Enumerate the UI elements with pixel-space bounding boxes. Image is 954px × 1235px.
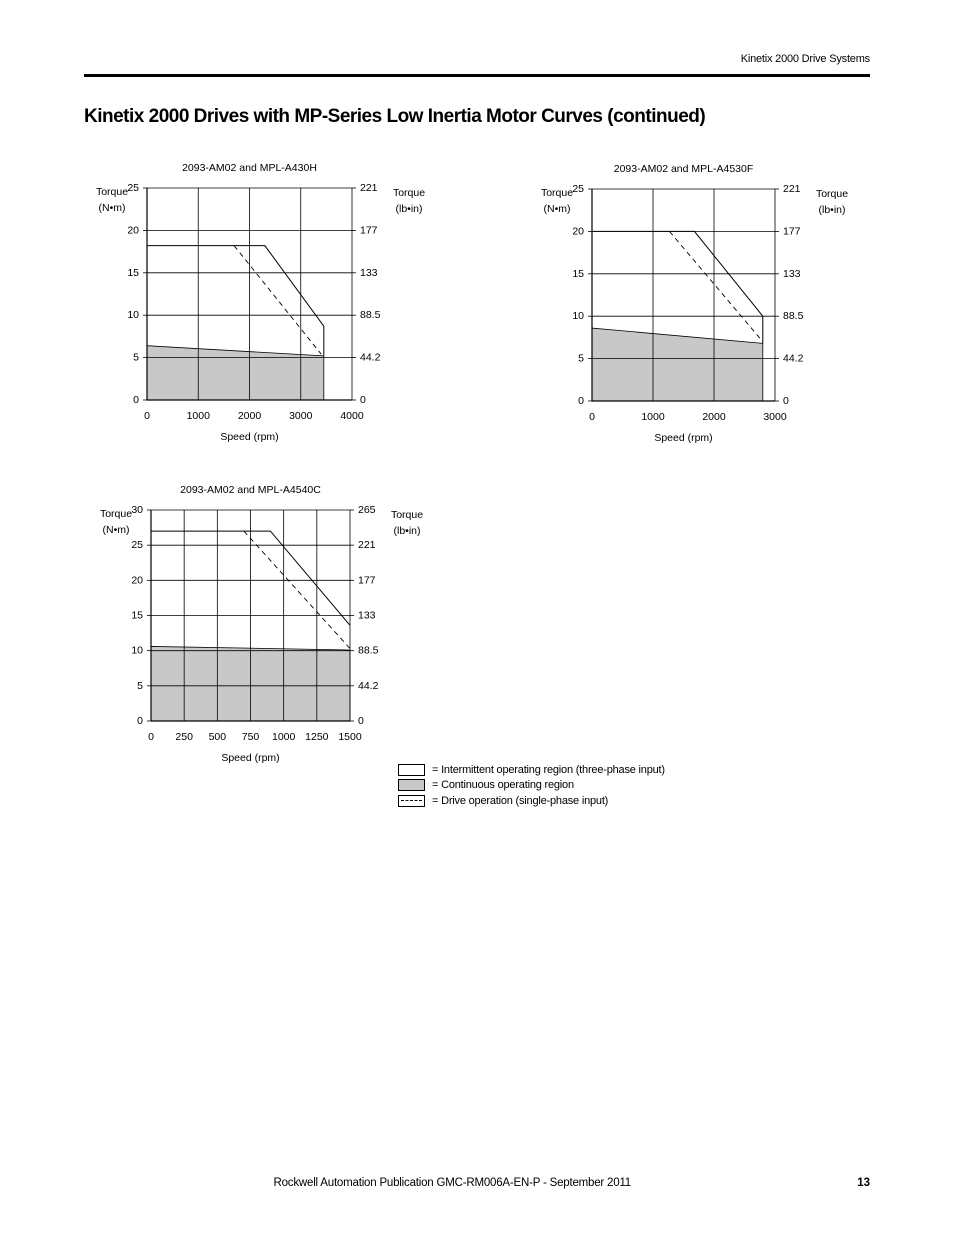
legend-item-single-phase (398, 793, 665, 809)
y-tick-label: 10 (127, 309, 139, 322)
y-tick-label: 25 (131, 539, 143, 552)
x-tick-label: 1000 (641, 411, 665, 423)
y2-tick-label: 44.2 (360, 351, 381, 364)
single-phase-line (669, 231, 762, 341)
y2-tick-label: 133 (358, 609, 376, 622)
y-tick-label: 5 (133, 351, 139, 364)
y-tick-label: 10 (572, 310, 584, 323)
intermittent-region-line (147, 246, 324, 356)
y2-tick-label: 88.5 (358, 644, 379, 657)
x-tick-label: 500 (208, 731, 227, 743)
y-tick-label: 25 (127, 182, 139, 194)
y2-tick-label: 44.2 (358, 679, 379, 692)
y-tick-label: 25 (572, 183, 584, 195)
x-tick-label: 3000 (289, 410, 313, 422)
y-tick-label: 0 (137, 715, 143, 727)
y2-tick-label: 88.5 (783, 310, 804, 323)
y-tick-label: 15 (127, 266, 139, 279)
x-tick-label: 1250 (305, 731, 329, 743)
x-axis-label: Speed (rpm) (221, 752, 280, 764)
y-tick-label: 20 (572, 225, 584, 238)
y-tick-label: 20 (131, 574, 143, 587)
y2-tick-label: 221 (783, 183, 801, 195)
running-head: Kinetix 2000 Drive Systems (740, 53, 870, 65)
y2-tick-label: 177 (358, 574, 376, 587)
y2-tick-label: 265 (358, 504, 376, 516)
x-tick-label: 2000 (702, 411, 726, 423)
x-tick-label: 1500 (338, 731, 362, 743)
y2-tick-label: 88.5 (360, 309, 381, 322)
chart-mpl-a430h (80, 158, 440, 448)
y2-tick-label: 133 (783, 267, 801, 280)
footer-publication: Rockwell Automation Publication GMC-RM006A-EN-P - September 2011 (273, 1177, 631, 1189)
page-title: Kinetix 2000 Drives with MP-Series Low Inertia Motor Curves (continued) (84, 106, 706, 127)
y-axis-label: Torque (540, 187, 574, 199)
single-phase-line (234, 246, 321, 355)
y-axis-label: (N•m) (98, 202, 126, 214)
x-axis-label: Speed (rpm) (220, 431, 279, 443)
x-tick-label: 3000 (763, 411, 787, 423)
chart-mpl-a4540c (80, 480, 440, 770)
x-tick-label: 0 (148, 731, 154, 743)
y2-tick-label: 221 (360, 182, 378, 194)
intermittent-region-line (592, 231, 763, 343)
y2-tick-label: 44.2 (783, 352, 804, 365)
y2-axis-label: Torque (390, 509, 424, 521)
legend-swatch-dashed (398, 795, 425, 807)
y-tick-label: 0 (133, 394, 139, 406)
y-axis-label: Torque (95, 186, 129, 198)
y-tick-label: 10 (131, 644, 143, 657)
y-axis-label: Torque (99, 508, 133, 520)
y-tick-label: 5 (578, 352, 584, 365)
y-tick-label: 30 (131, 504, 143, 516)
y2-axis-label: Torque (392, 187, 426, 199)
y2-tick-label: 0 (783, 395, 789, 407)
chart-mpl-a4530f (524, 158, 884, 448)
y-axis-label: (N•m) (102, 524, 130, 536)
x-tick-label: 250 (175, 731, 193, 743)
y-tick-label: 15 (131, 609, 143, 622)
y2-tick-label: 133 (360, 266, 378, 279)
legend-swatch-outline (398, 764, 425, 776)
legend-item-continuous (398, 778, 665, 794)
page-number: 13 (857, 1177, 870, 1189)
chart-title: 2093-AM02 and MPL-A430H (182, 162, 317, 174)
chart-title: 2093-AM02 and MPL-A4530F (613, 163, 754, 175)
y2-tick-label: 221 (358, 539, 376, 552)
y-tick-label: 5 (137, 679, 143, 692)
header-rule (84, 74, 870, 77)
y-tick-label: 20 (127, 224, 139, 237)
legend-label: = Drive operation (single-phase input) (432, 794, 609, 807)
continuous-region (147, 346, 324, 400)
x-axis-label: Speed (rpm) (654, 432, 713, 444)
x-tick-label: 2000 (237, 410, 262, 422)
y2-axis-label: (lb•in) (395, 203, 423, 215)
y2-tick-label: 0 (358, 715, 364, 727)
y2-axis-label: (lb•in) (393, 525, 421, 537)
y2-axis-label: (lb•in) (818, 204, 846, 216)
x-tick-label: 1000 (186, 410, 210, 422)
chart-title: 2093-AM02 and MPL-A4540C (180, 484, 321, 496)
legend-item-intermittent (398, 762, 665, 778)
x-tick-label: 0 (144, 410, 150, 422)
y2-tick-label: 177 (360, 224, 378, 237)
y2-tick-label: 0 (360, 394, 366, 406)
y-axis-label: (N•m) (543, 203, 571, 215)
x-tick-label: 0 (589, 411, 595, 423)
y-tick-label: 0 (578, 395, 584, 407)
legend-label: = Intermittent operating region (three-phase input) (432, 763, 665, 776)
legend-swatch-filled (398, 779, 425, 791)
x-tick-label: 1000 (271, 731, 296, 743)
y2-tick-label: 177 (783, 225, 801, 238)
y-tick-label: 15 (572, 267, 584, 280)
x-tick-label: 750 (241, 731, 260, 743)
legend-label: = Continuous operating region (432, 779, 574, 792)
chart-legend (398, 762, 665, 809)
x-tick-label: 4000 (340, 410, 364, 422)
single-phase-line (244, 531, 350, 648)
continuous-region (592, 328, 763, 401)
y2-axis-label: Torque (815, 188, 849, 200)
